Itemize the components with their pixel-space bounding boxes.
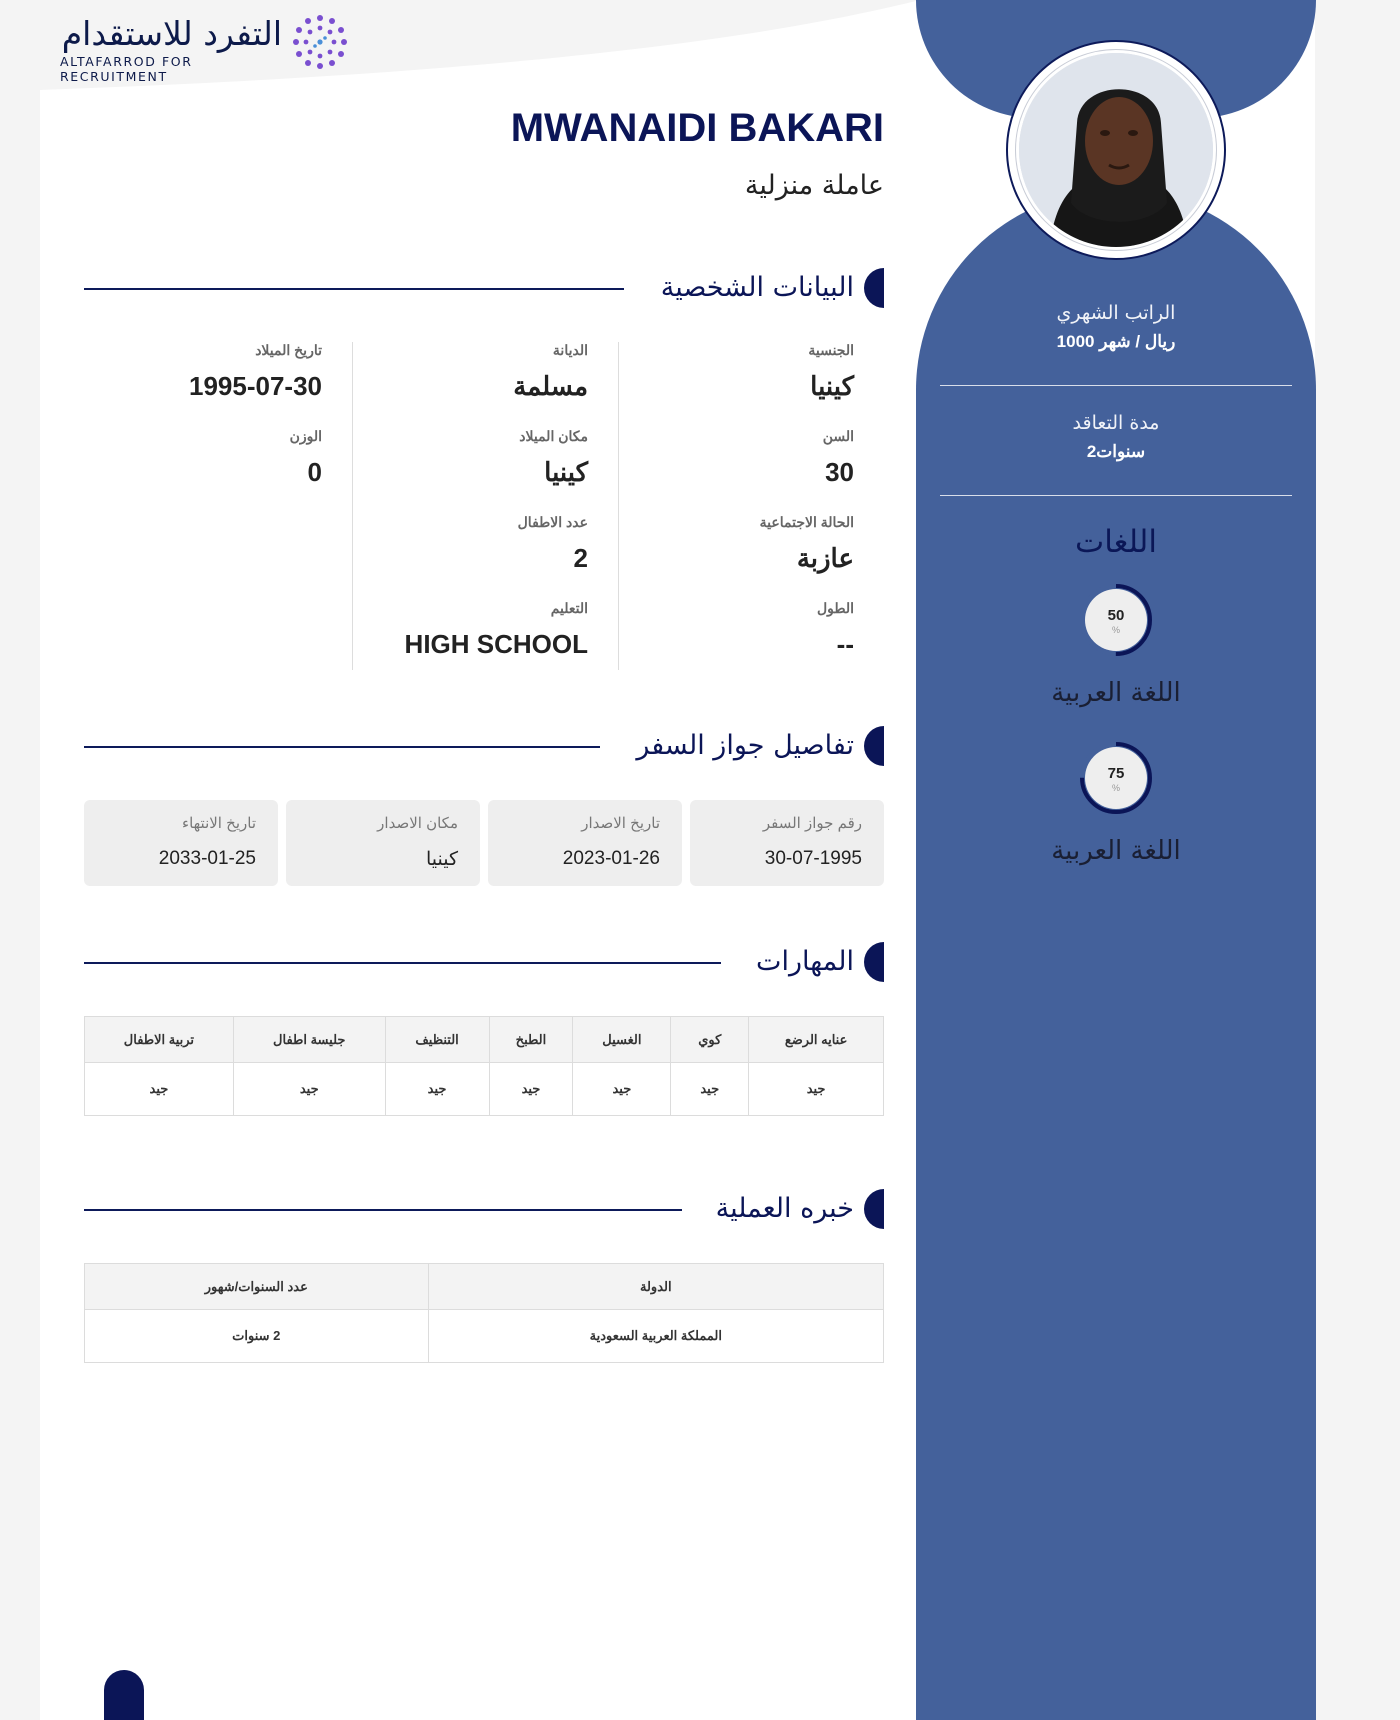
info-label: الحالة الاجتماعية [759,514,854,530]
skill-header: عنايه الرضع [749,1017,884,1063]
section-line [84,746,600,748]
info-item [604,512,854,598]
info-item [604,598,854,684]
info-item [338,598,588,684]
experience-cell: 2 سنوات [85,1310,429,1363]
section-header-experience [84,1189,884,1229]
info-label: السن [822,428,854,444]
experience-table [84,1263,884,1363]
section-marker [864,942,884,982]
info-value: 2 [573,543,588,573]
section-header-personal [84,268,884,308]
section-line [84,962,721,964]
section-line [84,1209,682,1211]
skill-value: جيد [85,1063,234,1116]
languages-title: اللغات [1075,524,1157,560]
table-row [85,1063,884,1116]
info-label: الطول [816,600,854,616]
passport-value: 2033-01-25 [158,848,256,869]
section-title: البيانات الشخصية [660,272,854,303]
language-percent-unit: % [1111,783,1121,793]
info-item [338,426,588,512]
skills-table [84,1016,884,1116]
info-item [72,340,322,426]
info-label: تاريخ الميلاد [255,342,322,358]
language-name: اللغة العربية [1051,678,1181,708]
info-item [338,512,588,598]
contract-block [940,412,1292,462]
table-header-row [85,1017,884,1063]
sidebar-divider [940,495,1292,496]
skill-header: جليسة اطفال [233,1017,385,1063]
info-value: 0 [307,457,322,487]
section-marker [864,1189,884,1229]
info-item [604,340,854,426]
skill-value: جيد [385,1063,489,1116]
personal-column [72,340,322,512]
passport-label: تاريخ الانتهاء [182,815,256,832]
salary-block [940,302,1292,352]
personal-column [604,340,854,684]
passport-label: تاريخ الاصدار [581,815,660,832]
person-avatar-icon [1019,53,1216,250]
info-label: الديانة [552,342,588,358]
info-value: مسلمة [513,371,588,401]
page-corner-marker [104,1670,144,1720]
skill-value: جيد [749,1063,884,1116]
info-label: التعليم [550,600,588,616]
passport-expiry-card [84,800,278,886]
language-percent-unit: % [1111,625,1121,635]
skill-value: جيد [573,1063,671,1116]
passport-issue-place-card [286,800,480,886]
skill-header: الطبخ [489,1017,573,1063]
section-title: المهارات [756,946,854,977]
info-value: HIGH SCHOOL [404,629,588,659]
company-logo [60,14,350,84]
section-title: خبره العملية [715,1193,854,1224]
skill-value: جيد [489,1063,573,1116]
skill-header: كوي [671,1017,749,1063]
logo-arabic-text: التفرد للاستقدام [61,14,282,53]
info-label: مكان الميلاد [519,428,588,444]
sidebar [916,0,1316,1720]
section-header-skills [84,942,884,982]
page-margin [1315,0,1360,1720]
column-divider [618,342,619,670]
info-value: عازبة [796,543,854,573]
info-value: كينيا [544,457,588,487]
skill-header: الغسيل [573,1017,671,1063]
info-label: الوزن [289,428,322,444]
info-value: -- [836,629,854,659]
contract-value: 2سنوات [1086,442,1146,461]
sidebar-divider [940,385,1292,386]
experience-cell: المملكة العربية السعودية [428,1310,883,1363]
passport-label: رقم جواز السفر [762,815,862,832]
passport-label: مكان الاصدار [377,815,458,832]
section-line [84,288,624,290]
contract-label: مدة التعاقد [1072,412,1160,434]
profile-photo-frame [1006,40,1226,260]
passport-value: 2023-01-26 [562,848,660,869]
salary-label: الراتب الشهري [1056,302,1176,324]
table-row [85,1310,884,1363]
info-value: 30 [825,457,854,487]
experience-header: الدولة [428,1264,883,1310]
skill-header: تربية الاطفال [85,1017,234,1063]
info-label: الجنسية [808,342,854,358]
info-item [338,340,588,426]
skill-header: التنظيف [385,1017,489,1063]
job-title: عاملة منزلية [744,170,884,201]
language-name: اللغة العربية [1051,836,1181,866]
section-title: تفاصيل جواز السفر [636,730,854,761]
language-percent: 50 [1107,607,1125,624]
skill-value: جيد [233,1063,385,1116]
experience-header: عدد السنوات/شهور [85,1264,429,1310]
profile-photo [1016,50,1216,250]
info-value: كينيا [810,371,854,401]
passport-value: كينيا [425,849,458,870]
candidate-name: MWANAIDI BAKARI [510,106,884,150]
passport-number-card [690,800,884,886]
passport-issue-date-card [488,800,682,886]
logo-dots-icon [292,14,348,70]
language-progress-circle [1076,738,1156,818]
language-progress-circle [1076,580,1156,660]
skill-value: جيد [671,1063,749,1116]
column-divider [352,342,353,670]
logo-english-text: ALTAFARROD FOR RECRUITMENT [60,54,193,84]
passport-value: 30-07-1995 [764,848,862,869]
section-marker [864,726,884,766]
info-item [72,426,322,512]
language-percent: 75 [1107,765,1125,782]
personal-column [338,340,588,684]
salary-value: 1000 ريال / شهر [1056,332,1176,351]
table-header-row [85,1264,884,1310]
info-label: عدد الاطفال [517,514,588,530]
info-item [604,426,854,512]
section-header-passport [84,726,884,766]
info-value: 1995-07-30 [189,371,322,401]
section-marker [864,268,884,308]
